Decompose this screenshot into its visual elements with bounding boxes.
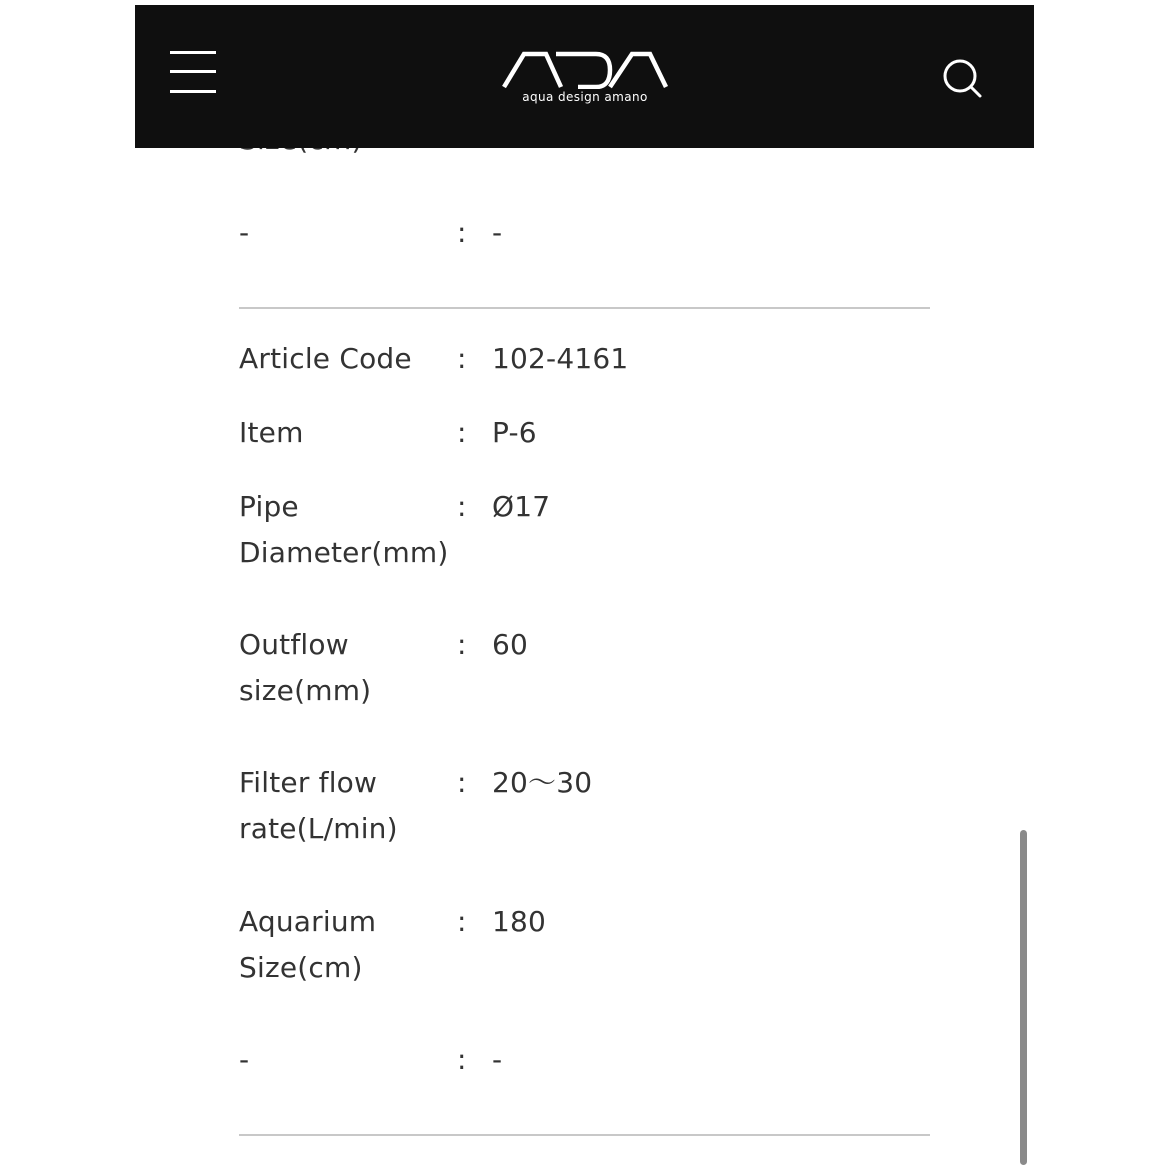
spec-divider (239, 1134, 930, 1136)
spec-separator: : (457, 490, 467, 523)
spec-label-item: Item (239, 416, 304, 449)
spec-value-filter-flow-rate: 20～30 (492, 766, 593, 799)
spec-value-item: P-6 (492, 416, 537, 449)
ada-logo[interactable] (500, 49, 670, 109)
spec-value-pipe-diameter: Ø17 (492, 490, 551, 523)
spec-label-aquarium-size-unit: Size(cm) (239, 951, 363, 984)
spec-separator: : (457, 1043, 467, 1076)
spec-label-misc: - (239, 1043, 250, 1076)
spec-separator: : (457, 216, 467, 249)
spec-label-article-code: Article Code (239, 342, 412, 375)
spec-value-aquarium-size: 180 (492, 905, 547, 938)
site-header (135, 5, 1034, 148)
spec-value: - (492, 216, 503, 249)
search-icon[interactable] (941, 57, 983, 99)
spec-separator: : (457, 342, 467, 375)
hamburger-menu-icon[interactable] (170, 51, 216, 93)
page-viewport[interactable] (135, 5, 1034, 1170)
spec-label-outflow-size-unit: size(mm) (239, 674, 372, 707)
spec-separator: : (457, 905, 467, 938)
ada-logo-wordmark (500, 49, 670, 89)
spec-label-filter-flow-rate: Filter flow (239, 766, 378, 799)
spec-value-outflow-size: 60 (492, 628, 529, 661)
spec-separator: : (457, 416, 467, 449)
spec-separator: : (457, 628, 467, 661)
spec-label-aquarium-size: Aquarium (239, 905, 377, 938)
spec-label-pipe-diameter-unit: Diameter(mm) (239, 536, 449, 569)
logo-tagline: aqua design amano (522, 90, 648, 104)
spec-value-misc: - (492, 1043, 503, 1076)
spec-value-article-code: 102-4161 (492, 342, 629, 375)
spec-label-pipe-diameter: Pipe (239, 490, 299, 523)
spec-separator: : (457, 766, 467, 799)
scrollbar-thumb[interactable] (1020, 830, 1027, 1165)
spec-label: - (239, 216, 250, 249)
spec-label-outflow-size: Outflow (239, 628, 349, 661)
spec-label-filter-flow-rate-unit: rate(L/min) (239, 812, 398, 845)
spec-divider (239, 307, 930, 309)
